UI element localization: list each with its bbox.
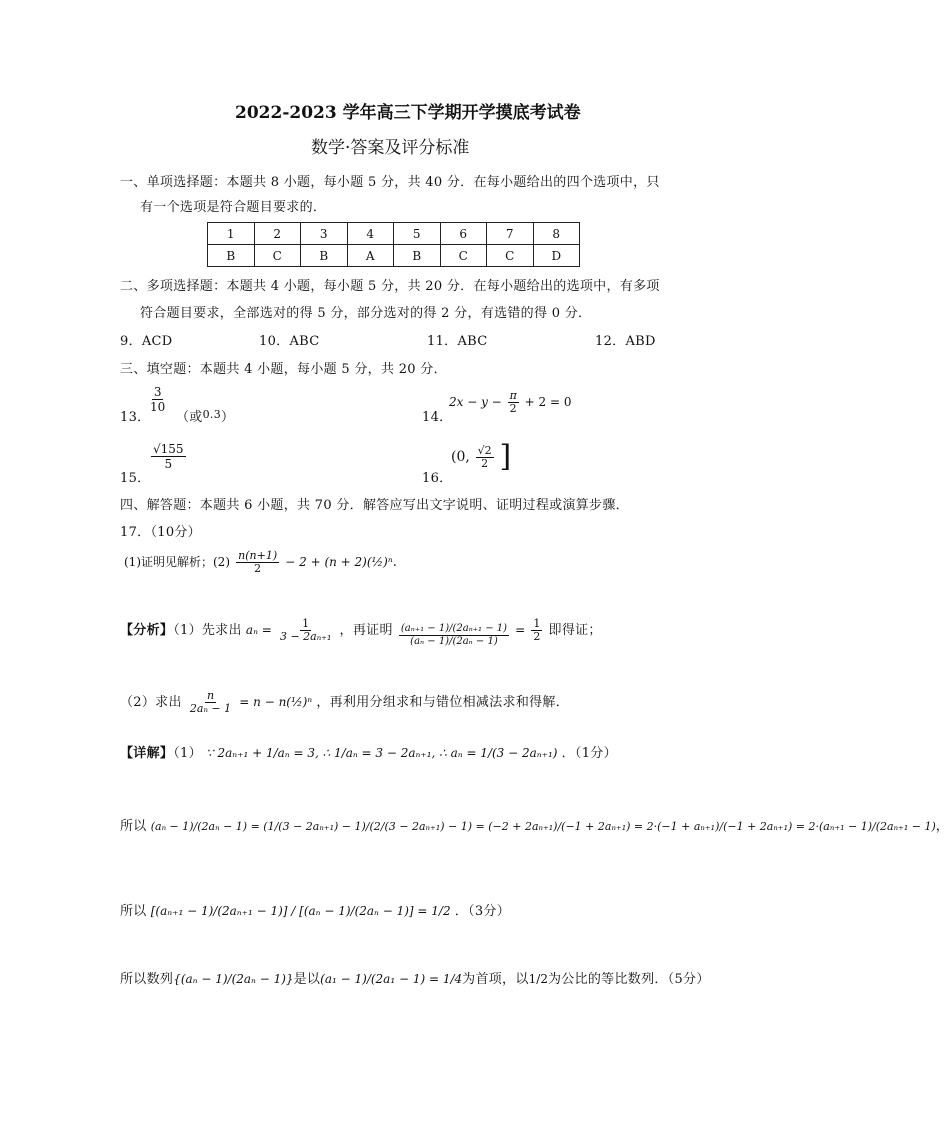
- answer-q10: 10．ABC: [259, 334, 320, 349]
- table-cell: 5: [394, 223, 441, 245]
- answer-table-answers-row: [208, 245, 580, 267]
- section1-line1: 一、单项选择题：本题共 8 小题，每小题 5 分，共 40 分．在每小题给出的四个选项中，只: [120, 175, 660, 190]
- fraction-denominator: 2aₙ − 1: [189, 702, 232, 715]
- q13-alt-open: （或: [176, 410, 203, 425]
- q15-label: 15．: [120, 471, 151, 486]
- fraction-denominator: 3 − 2aₙ₊₁: [279, 630, 332, 643]
- q13-answer-fraction: [146, 385, 169, 414]
- fraction-denominator: 2: [254, 562, 262, 575]
- table-cell: B: [394, 245, 441, 267]
- section1-line2: 有一个选项是符合题目要求的．: [140, 200, 327, 215]
- fraction-numerator: (aₙ₊₁ − 1)/(2aₙ₊₁ − 1): [400, 623, 508, 634]
- table-cell: 8: [533, 223, 580, 245]
- table-cell: 1: [208, 223, 255, 245]
- fraction-numerator: 3: [153, 385, 162, 399]
- detail-line2: [120, 815, 949, 834]
- section3-heading: 三、填空题：本题共 4 小题，每小题 5 分，共 20 分．: [120, 362, 447, 377]
- analysis1-text-c: 即得证；: [548, 623, 602, 638]
- q17-answer-tail: − 2 + (n + 2)(½)ⁿ: [285, 555, 393, 569]
- detail-line4: [120, 968, 710, 987]
- q14-pi: π: [509, 389, 517, 402]
- analysis2-text-a: （2）求出: [120, 695, 182, 710]
- detail2-end: ，: [935, 819, 949, 834]
- detail3-so: 所以: [120, 904, 147, 919]
- table-cell: 2: [254, 223, 301, 245]
- analysis2-text-b: ，再利用分组求和与错位相减法求和得解．: [316, 695, 570, 710]
- section4-heading: 四、解答题：本题共 6 小题，共 70 分．解答应写出文字说明、证明过程或演算步骤．: [120, 498, 629, 513]
- q17-answer-prefix: (1)证明见解析；(2): [124, 555, 230, 569]
- answer-table-numbers-row: [208, 223, 580, 245]
- analysis2-mid: = n − n(½)ⁿ: [239, 695, 313, 709]
- detail-line1: [120, 742, 617, 761]
- fraction-denominator: 5: [164, 457, 173, 471]
- q14-label: 14．: [422, 410, 453, 425]
- detail4-text-b: 是以: [293, 972, 321, 987]
- q16-close: ]: [499, 439, 512, 474]
- q13-alternate: [176, 406, 234, 425]
- fraction-denominator: 10: [150, 400, 166, 414]
- table-cell: C: [487, 245, 534, 267]
- table-cell: B: [301, 245, 348, 267]
- fraction-numerator: n(n+1): [238, 549, 278, 562]
- q13-alt-close: ）: [221, 410, 235, 425]
- table-cell: D: [533, 245, 580, 267]
- analysis1-text-b: ，再证明: [339, 623, 393, 638]
- detail4-first: (a₁ − 1)/(2a₁ − 1) = 1/4: [320, 972, 463, 986]
- section2-line2: 符合题目要求，全部选对的得 5 分，部分选对的得 2 分，有选错的得 0 分．: [140, 306, 592, 321]
- fraction-denominator: 2: [481, 456, 489, 470]
- fraction-numerator: 1: [302, 617, 310, 630]
- table-cell: C: [440, 245, 487, 267]
- q17-answer-end: .: [392, 555, 397, 570]
- detail4-ratio: 1/2: [528, 972, 548, 986]
- table-cell: 4: [347, 223, 394, 245]
- q15-answer-fraction: [149, 442, 188, 471]
- analysis-line2: [120, 690, 569, 715]
- detail2-math: (aₙ − 1)/(2aₙ − 1) = (1/(3 − 2aₙ₊₁) − 1)/(2/(3 − 2aₙ₊₁) − 1) = (−2 + 2aₙ₊₁)/(−1 + 2aₙ₊₁) = 2·(−1 + aₙ₊₁)/(−1 + 2aₙ₊₁) = 2·(aₙ₊₁ − 1)/(2aₙ₊₁ − 1): [150, 820, 936, 833]
- q16-answer: [451, 439, 512, 474]
- q14-answer: [449, 390, 571, 415]
- answer-table: [207, 222, 580, 267]
- detail1-math: ∵ 2aₙ₊₁ + 1/aₙ = 3, ∴ 1/aₙ = 3 − 2aₙ₊₁, ∴ aₙ = 1/(3 − 2aₙ₊₁): [206, 746, 558, 760]
- analysis1-text-a: （1）先求出: [173, 623, 242, 638]
- table-cell: 3: [301, 223, 348, 245]
- analysis-label: 【分析】: [120, 623, 174, 638]
- detail3-score: ．（3分）: [454, 904, 511, 919]
- detail1-text-a: （1）: [173, 746, 202, 761]
- analysis1-an: aₙ =: [245, 623, 272, 637]
- table-cell: 7: [487, 223, 534, 245]
- q14-two: 2: [509, 402, 517, 415]
- table-cell: 6: [440, 223, 487, 245]
- q14-right: + 2 = 0: [524, 395, 572, 409]
- q13-alt-value: 0.3: [202, 408, 222, 421]
- fraction-numerator: n: [206, 689, 215, 702]
- q13-label: 13．: [120, 410, 151, 425]
- detail-line3: [120, 900, 510, 919]
- table-cell: B: [208, 245, 255, 267]
- answer-q11: 11．ABC: [427, 334, 488, 349]
- analysis-line1: [120, 617, 602, 647]
- detail4-text-d: 为公比的等比数列．（5分）: [547, 972, 710, 987]
- fraction-denominator: 2: [533, 630, 541, 643]
- answer-q12: 12．ABD: [595, 334, 656, 349]
- page-subtitle: 数学·答案及评分标准: [311, 138, 470, 158]
- detail-label: 【详解】: [120, 746, 174, 761]
- section2-line1: 二、多项选择题：本题共 4 小题，每小题 5 分，共 20 分．在每小题给出的选项中，有多项: [120, 279, 660, 294]
- fraction-numerator: √2: [477, 443, 492, 457]
- q16-label: 16．: [422, 471, 453, 486]
- detail3-math: [(aₙ₊₁ − 1)/(2aₙ₊₁ − 1)] / [(aₙ − 1)/(2aₙ − 1)] = 1/2: [150, 904, 451, 918]
- page-title: 2022-2023 学年高三下学期开学摸底考试卷: [235, 103, 581, 123]
- answer-q9: 9．ACD: [120, 334, 173, 349]
- q16-open: (0,: [451, 449, 470, 465]
- detail4-text-a: 所以数列: [120, 972, 174, 987]
- table-cell: A: [347, 245, 394, 267]
- q17-label: 17．（10分）: [120, 525, 201, 540]
- detail1-score: ．（1分）: [561, 746, 617, 761]
- table-cell: C: [254, 245, 301, 267]
- fraction-numerator: √155: [153, 442, 184, 456]
- analysis1-eq: =: [515, 623, 526, 637]
- fraction-denominator: (aₙ − 1)/(2aₙ − 1): [410, 636, 498, 647]
- fraction-numerator: 1: [533, 617, 541, 630]
- q17-answer: [124, 550, 397, 575]
- detail2-so: 所以: [120, 819, 147, 834]
- detail4-text-c: 为首项，以: [462, 972, 529, 987]
- q14-left: 2x − y −: [449, 395, 502, 409]
- detail4-set: {(aₙ − 1)/(2aₙ − 1)}: [173, 972, 294, 986]
